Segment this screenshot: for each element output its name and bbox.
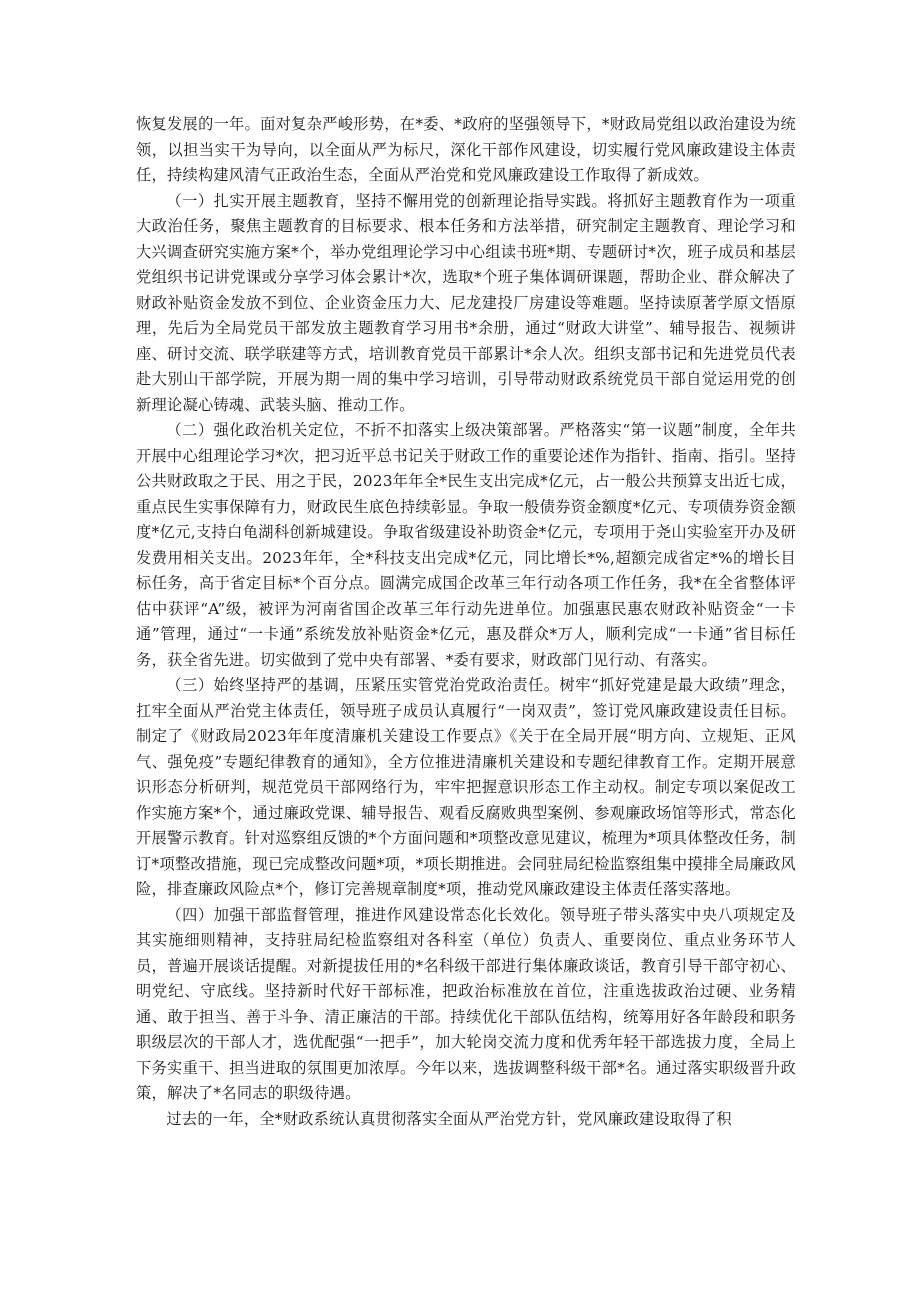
- paragraph-intro: 恢复发展的一年。面对复杂严峻形势，在*委、*政府的坚强领导下，*财政局党组以政治建设为统领，以担当实干为导向，以全面从严为标尺，深化干部作风建设，切实履行党风廉政建设主体责任，持续构建风清气正政治生态，全面从严治党和党风廉政建设工作取得了新成效。: [136, 115, 796, 184]
- paragraph-section-2: （二）强化政治机关定位，不折不扣落实上级决策部署。严格落实“第一议题”制度，全年共开展中心组理论学习*次，把习近平总书记关于财政工作的重要论述作为指针、指南、指引。坚持公共财政取之于民、用之于民，2023年年全*民生支出完成*亿元，占一般公共预算支出近七成，重点民生实事保障有力，财政民生底色持续彰显。争取一般债券资金额度*亿元、专项债券资金额度*亿元,支持白龟湖科创新城建设。争取省级建设补助资金*亿元，专项用于尧山实验室开办及研发费用相关支出。2023年年，全*科技支出完成*亿元，同比增长*%,超额完成省定*%的增长目标任务，高于省定目标*个百分点。圆满完成国企改革三年行动各项工作任务，我*在全省整体评估中获评“A”级，被评为河南省国企改革三年行动先进单位。加强惠民惠农财政补贴资金“一卡通”管理，通过“一卡通”系统发放补贴资金*亿元，惠及群众*万人，顺利完成“一卡通”省目标任务，获全省先进。切实做到了党中央有部署、*委有要求，财政部门见行动、有落实。: [136, 421, 796, 669]
- paragraph-section-4: （四）加强干部监督管理，推进作风建设常态化长效化。领导班子带头落实中央八项规定及其实施细则精神，支持驻局纪检监察组对各科室（单位）负责人、重要岗位、重点业务环节人员，普遍开展谈话提醒。对新提拔任用的*名科级干部进行集体廉政谈话，教育引导干部守初心、明党纪、守底线。坚持新时代好干部标准，把政治标准放在首位，注重选拔政治过硬、业务精通、敢于担当、善于斗争、清正廉洁的干部。持续优化干部队伍结构，统筹用好各年龄段和职务职级层次的干部人才，选优配强“一把手”，加大轮岗交流力度和优秀年轻干部选拔力度，全局上下务实重干、担当进取的氛围更加浓厚。今年以来，选拔调整科级干部*名。通过落实职级晋升政策，解决了*名同志的职级待遇。: [136, 905, 796, 1102]
- paragraph-section-3: （三）始终坚持严的基调，压紧压实管党治党政治责任。树牢“抓好党建是最大政绩”理念，扛牢全面从严治党主体责任，领导班子成员认真履行“一岗双责”，签订党风廉政建设责任目标。制定了《财政局2023年年度清廉机关建设工作要点》《关于在全局开展“明方向、立规矩、正风气、强免疫”专题纪律教育的通知》，全方位推进清廉机关建设和专题纪律教育工作。定期开展意识形态分析研判，规范党员干部网络行为，牢牢把握意识形态工作主动权。制定专项以案促改工作实施方案*个，通过廉政党课、辅导报告、观看反腐败典型案例、参观廉政场馆等形式，常态化开展警示教育。针对巡察组反馈的*个方面问题和*项整改意见建议，梳理为*项具体整改任务，制订*项整改措施，现已完成整改问题*项，*项长期推进。会同驻局纪检监察组集中摸排全局廉政风险，排查廉政风险点*个，修订完善规章制度*项，推动党风廉政建设主体责任落实落地。: [136, 676, 796, 898]
- paragraph-summary: 过去的一年，全*财政系统认真贯彻落实全面从严治党方针，党风廉政建设取得了积: [166, 1109, 732, 1128]
- paragraph-section-1: （一）扎实开展主题教育，坚持不懈用党的创新理论指导实践。将抓好主题教育作为一项重大政治任务，聚焦主题教育的目标要求、根本任务和方法举措，研究制定主题教育、理论学习和大兴调查研究实施方案*个，举办党组理论学习中心组读书班*期、专题研讨*次，班子成员和基层党组织书记讲党课或分享学习体会累计*次，选取*个班子集体调研课题，帮助企业、群众解决了财政补贴资金发放不到位、企业资金压力大、尼龙建投厂房建设等难题。坚持读原著学原文悟原理，先后为全局党员干部发放主题教育学习用书*余册，通过“财政大讲堂”、辅导报告、视频讲座、研讨交流、联学联建等方式，培训教育党员干部累计*余人次。组织支部书记和先进党员代表赴大别山干部学院，开展为期一周的集中学习培训，引导带动财政系统党员干部自觉运用党的创新理论凝心铸魂、武装头脑、推动工作。: [136, 191, 796, 414]
- document-page: [136, 112, 796, 1132]
